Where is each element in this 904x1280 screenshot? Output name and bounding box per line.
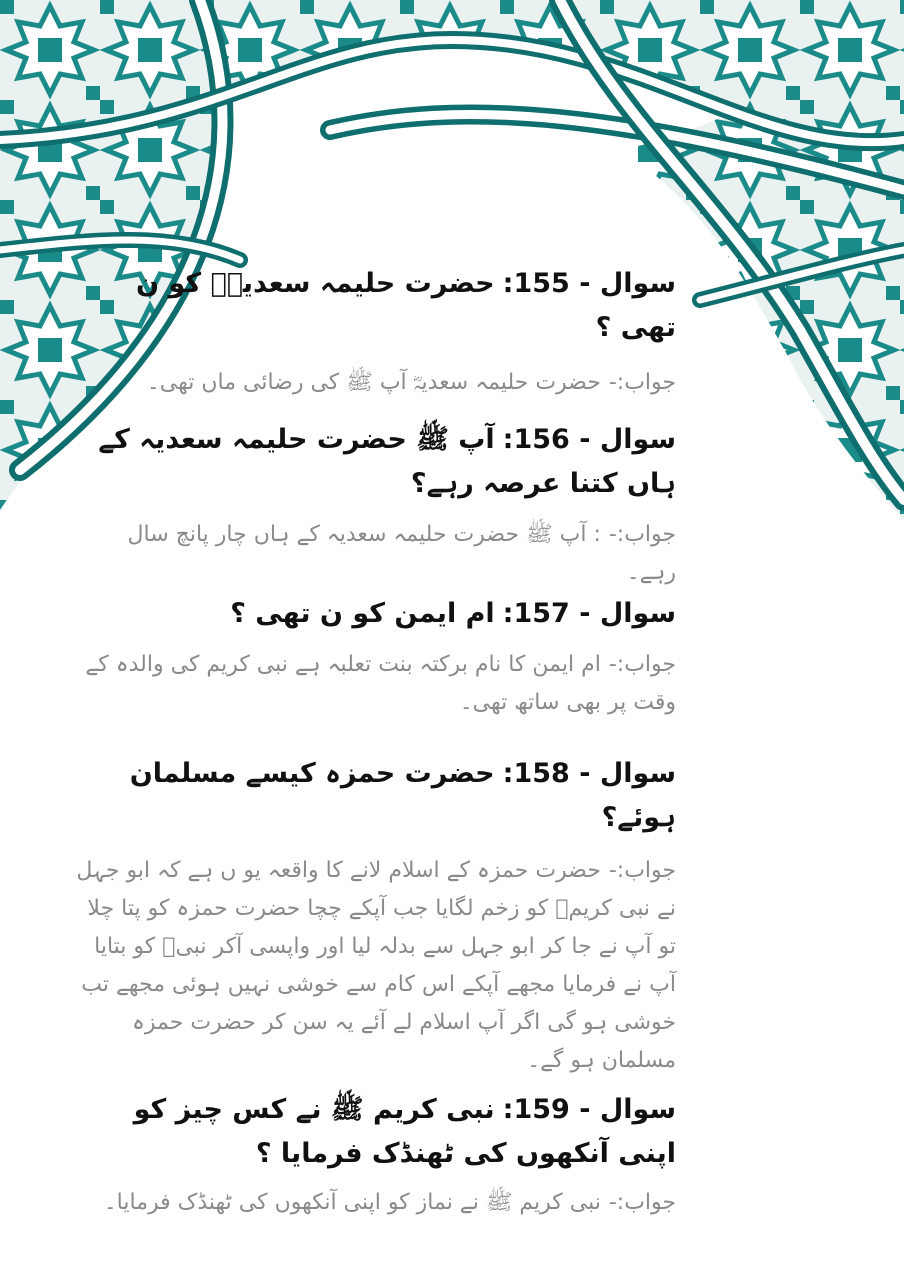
question-label: سوال - 156:: [502, 424, 676, 455]
qa-item-156: [76, 418, 676, 592]
answer-159: [76, 1184, 676, 1222]
question-159: [76, 1088, 676, 1176]
answer-label: جواب:-: [608, 652, 676, 677]
question-label: سوال - 158:: [502, 758, 676, 789]
question-text: ام ایمن کو ن تھی ؟: [230, 598, 495, 629]
answer-label: جواب:-: [608, 1190, 676, 1215]
answer-text: حضرت حلیمہ سعدیہؓ آپ ﷺ کی رضائی ماں تھی۔: [146, 370, 601, 395]
answer-156: [76, 516, 676, 592]
answer-label: جواب:-: [608, 370, 676, 395]
answer-158: [76, 852, 676, 1080]
qa-item-157: [76, 592, 676, 722]
answer-label: جواب:-: [608, 858, 676, 883]
answer-text: نبی کریم ﷺ نے نماز کو اپنی آنکھوں کی ٹھنڈک فرمایا۔: [103, 1190, 601, 1215]
question-label: سوال - 157:: [502, 598, 676, 629]
question-157: [76, 592, 676, 636]
question-text: حضرت حمزہ کیسے مسلمان ہوئے؟: [129, 758, 676, 833]
answer-text: حضرت حمزہ کے اسلام لانے کا واقعہ یو ں ہے کہ ابو جہل نے نبی کریمؐ کو زخم لگایا جب آپکے چچا حضرت حمزہ کو پتا چلا تو آپ نے جا کر ابو جہل سے بدلہ لیا اور واپسی آکر نبیؐ کو بتایا آپ نے فرمایا مجھے آپکے اس کام سے خوشی نہیں ہوئی مجھے تب خوشی ہو گی اگر آپ اسلام لے آئے یہ سن کر حضرت حمزہ مسلمان ہو گے۔: [76, 858, 676, 1073]
question-text: نبی کریم ﷺ نے کس چیز کو اپنی آنکھوں کی ٹھنڈک فرمایا ؟: [133, 1094, 676, 1169]
question-155: [76, 262, 676, 350]
question-label: سوال - 159:: [502, 1094, 676, 1125]
answer-157: [76, 646, 676, 722]
answer-text: : آپ ﷺ حضرت حلیمہ سعدیہ کے ہاں چار پانچ سال رہے۔: [127, 522, 676, 585]
question-text: حضرت حلیمہ سعدیہؓ کو ن تھی ؟: [136, 268, 676, 343]
question-158: [76, 752, 676, 840]
question-156: [76, 418, 676, 506]
answer-155: [76, 364, 676, 402]
answer-text: ام ایمن کا نام برکتہ بنت تعلبہ ہے نبی کریم کی والدہ کے وقت پر بھی ساتھ تھی۔: [85, 652, 676, 715]
qa-item-159: [76, 1088, 676, 1222]
question-label: سوال - 155:: [502, 268, 676, 299]
question-text: آپ ﷺ حضرت حلیمہ سعدیہ کے ہاں کتنا عرصہ رہے؟: [98, 424, 676, 499]
answer-label: جواب:-: [608, 522, 676, 547]
qa-item-158: [76, 752, 676, 1080]
qa-item-155: [76, 262, 676, 402]
